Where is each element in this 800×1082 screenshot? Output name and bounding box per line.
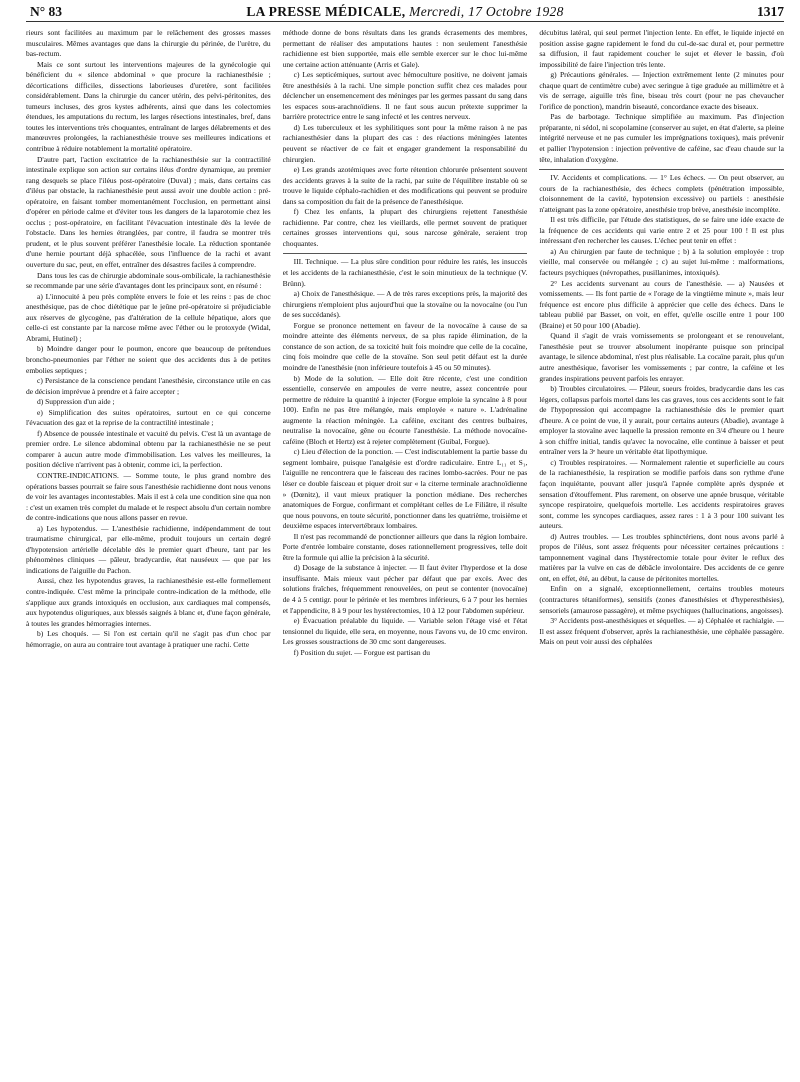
paragraph: c) Lieu d'élection de la ponction. — C'est indiscutablement la partie basse du segment lombaire, puisque l'analgésie est d'ordre radiculaire. Entre L₁₁ et S₁, l'aiguille ne rencontrera que le faisceau des racines lombo-sacrées. Pour ne pas léser ce double faisceau et piquer droit sur « la citerne terminale arachnoïdienne » (Dœnitz), il vaut mieux pratiquer la ponction médiane. Des recherches anatomiques de Forgue, confirmant et complétant celles de Le Filiâtre, il résulte que nous pouvons, en toute sécurité, ponctionner dans les quatrième, troisième et deuxième espaces intervertébraux lombaires. bbox=[282, 447, 528, 531]
section-heading-technique: III. Technique. — La plus sûre condition pour réduire les ratés, les insuccès et les accidents de la rachianesthésie, c'est le soin minutieux de la technique (V. Brünn). bbox=[282, 257, 528, 288]
paragraph: d) Suppression d'un aide ; bbox=[37, 397, 115, 407]
header-rule bbox=[26, 21, 784, 22]
paragraph: b) Mode de la solution. — Elle doit être récente, c'est une condition essentielle, conservée en ampoules de verre neutre, assez concentrée pour permettre de réduire la quantité à injecter (Forgue emploie la syncaïne à 8 pour 100). Enfin ne pas être mélangée, mais employée « nature ». L'adrénaline augmente la réaction méningée. La caféine, excitant des centres bulbaires, neutralise la novocaïne, gêne ou écourte l'anesthésie. La méthode novocaïne-caféine (Bloch et Hertz) est à rejeter complètement (Guibal, Forgue). bbox=[282, 373, 528, 446]
section-divider bbox=[283, 253, 528, 254]
paragraph: d) Autres troubles. — Les troubles sphinctériens, dont nous avons parlé à propos de l'iléus, sont assez fréquents pour nécessiter certaines précautions : tamponnement vaginal dans l'hystérectomie totale pour éviter le reflux des matières par la vulve en cas de débâcle involontaire. Des accidents de ce genre ont, en effet, été, au début, la cause de péritonites mortelles. bbox=[539, 531, 785, 583]
paragraph: 2° Les accidents survenant au cours de l'anesthésie. — a) Nausées et vomissements. — Ils font partie de « l'orage de la vingtième minute », mais leur fréquence est encore plus difficile à apprécier que celle des échecs. Dans le tableau publié par Basset, on voit, en effet, qu'elle oscille entre 1 pour 100 (Braine) et 50 pour 100 (Abadie). bbox=[539, 278, 785, 330]
article-columns bbox=[26, 28, 784, 1076]
journal-title-line bbox=[26, 4, 784, 20]
paragraph: c) Persistance de la conscience pendant l'anesthésie, circonstance utile en cas de décision imprévue à prendre et à faire accepter ; bbox=[26, 376, 271, 396]
paragraph: D'autre part, l'action excitatrice de la rachianesthésie sur la contractilité intestinale explique son action sur certains iléus d'ordre dynamique, au premier rang desquels se place l'iléus post-opératoire (Duval) ; mais, dans certains cas d'iléus par obstacle, la rachianesthésie peut aussi avoir une double action : pré-opératoire, en faisant tomber momentanément l'occlusion, en permettant ainsi d'opérer en période calme et d'éviter tous les dangers de la laparotomie chez les occlus ; post-opératoire, en facilitant l'évacuation intestinale dès la levée de l'obstacle. Dans les hernies étranglées, par contre, il faudra se montrer très prudent, et le plus souvent préférer l'anesthésie locale. La réduction spontanée d'une hernie pourtant déjà sphacélée, sous l'influence de la rachi et avant ouverture du sac, peut, en effet, entraîner des désastres faciles à comprendre. bbox=[26, 154, 271, 270]
page-number: 1317 bbox=[757, 4, 784, 19]
paragraph: Aussi, chez les hypotendus graves, la rachianesthésie est-elle formellement contre-indiquée. C'est même la principale contre-indication de la méthode, elle s'applique aux grands intoxiqués en occlusion, aux cardiaques mal compensés, aux hypotendus oliguriques, aux blessés saignés à blanc et, d'une façon générale, à toutes les grandes hémorragies internes. bbox=[26, 576, 271, 628]
paragraph: b) Moindre danger pour le poumon, encore que beaucoup de prétendues broncho-pneumonies par l'éther ne soient que des accidents dus à de petites embolies septiques ; bbox=[26, 344, 271, 375]
paragraph: c) Troubles respiratoires. — Normalement ralentie et superficielle au cours de la rachianesthésie, la respiration se modifie parfois dans son rythme d'une façon inquiétante, pouvant aller jusqu'à l'apnée complète après dyspnée et sensation d'étouffement. Plus rarement, on observe une apnée brusque, véritable syncope respiratoire, quelquefois mortelle. Les accidents respiratoires graves sont, comme les syncopes cardiaques, assez rares : 1 à 3 pour 100 suivant les auteurs. bbox=[539, 457, 785, 531]
paragraph: décubitus latéral, qui seul permet l'injection lente. En effet, le liquide injecté en position assise gagne rapidement le fond du cul-de-sac dural et, pour permettre sa diffusion, il faut rapidement coucher le sujet et élever le bassin, d'où impossibilité de faire l'injection très lente. bbox=[539, 28, 785, 69]
paragraph: rieurs sont facilitées au maximum par le relâchement des grosses masses musculaires. Mêmes avantages que dans la chirurgie du périnée, de l'urètre, du bas-rectum. bbox=[26, 28, 271, 59]
paragraph: e) Les grands azotémiques avec forte rétention chlorurée présentent souvent des accidents graves à la suite de la rachi, par suite de l'équilibre instable où se trouve le liquide céphalo-rachidien et des modifications qui peuvent se produire dans sa composition du fait de la présence de l'anesthésique. bbox=[282, 165, 528, 206]
paragraph: f) Chez les enfants, la plupart des chirurgiens rejettent l'anesthésie rachidienne. Par contre, chez les vieillards, elle permet souvent de pratiquer certaines grosses interventions qui, sous narcose générale, seraient trop choquantes. bbox=[282, 207, 528, 248]
issue-date: Mercredi, 17 Octobre 1928 bbox=[409, 4, 564, 19]
section-heading-accidents: IV. Accidents et complications. — 1° Les échecs. — On peut observer, au cours de la rachianesthésie, des échecs complets (pénétration impossible, cloisonnement de la cavité, hypotension excessive) ou partiels : anesthésie n'atteignant pas la zone opératoire, anesthésie trop brève, anesthésie incomplète. bbox=[539, 173, 785, 214]
page-header bbox=[26, 4, 784, 22]
paragraph: d) Les tuberculeux et les syphilitiques sont pour la même raison à ne pas rachianesthésier dans la plupart des cas : des réactions méningées latentes peuvent se réactiver de ce fait et engager grandement la responsabilité du chirurgien. bbox=[282, 122, 528, 164]
paragraph: b) Les choqués. — Si l'on est certain qu'il ne s'agit pas d'un choc par hémorragie, on aura au contraire tout avantage à pratiquer une rachi. Cette bbox=[26, 629, 271, 649]
column-left bbox=[26, 28, 271, 1076]
paragraph: f) Position du sujet. — Forgue est partisan du bbox=[293, 647, 430, 657]
column-right bbox=[539, 28, 784, 1076]
paragraph: d) Dosage de la substance à injecter. — Il faut éviter l'hyperdose et la dose insuffisante. Mais mieux vaut pécher par défaut que par excès. Avec des solutions fraîches, fréquemment renouvelées, on peut se contenter (novocaïne) de 4 à 5 centigr. pour le périnée et les membres inférieurs, 6 à 7 pour les hernies et l'appendicite, 8 à 9 pour les hystérectomies, 10 à 12 pour l'abdomen supérieur. bbox=[282, 563, 528, 615]
paragraph: Il est très difficile, par l'étude des statistiques, de se faire une idée exacte de la fréquence de ces accidents qui varie entre 2 et 25 pour 100 ! Il est plus intéressant d'en rechercher les causes. L'échec peut tenir en effet : bbox=[539, 215, 785, 246]
paragraph: 3° Accidents post-anesthésiques et séquelles. — a) Céphalée et rachialgie. — Il est assez fréquent d'observer, après la rachianesthésie, une céphalée passagère. Mais on peut voir aussi des céphalées bbox=[539, 616, 785, 647]
paragraph: g) Précautions générales. — Injection extrêmement lente (2 minutes pour chaque quart de centimètre cube) avec seringue à tige graduée au millimètre et à vis de serrage, aiguille très fine, biseau très court (pour ne pas chevaucher l'orifice de ponction), mandrin biseauté, concordance exacte des biseaux. bbox=[539, 70, 785, 111]
paragraph: Forgue se prononce nettement en faveur de la novocaïne à cause de sa moindre atteinte des éléments nerveux, de sa plus rapide élimination, de la constance de son action, de sa toxicité huit fois moindre que celle de la cocaïne, cinq fois moindre que celle de la stovaïne. Son seul petit défaut est la durée moindre de l'anesthésie (non inférieure toutefois à 45 ou 50 minutes). bbox=[282, 320, 528, 372]
paragraph: f) Absence de poussée intestinale et vacuité du pelvis. C'est là un avantage de premier ordre. Le silence abdominal obtenu par la rachianesthésie ne se peut comparer à aucun autre mode d'immobilisation. Les valves les meilleures, la position déclive n'arrivent pas à obtenir, comme ici, la perfection. bbox=[26, 428, 271, 470]
paragraph: Dans tous les cas de chirurgie abdominale sous-ombilicale, la rachianesthésie se recommande par une série d'avantages dont les principaux sont, en résumé : bbox=[26, 270, 271, 291]
paragraph: a) L'innocuité à peu près complète envers le foie et les reins : pas de choc anesthésique, pas de choc diététique par le jeûne pré-opératoire si préjudiciable aux réserves de glycogène, pas d'altération de la cellule hépatique, alors que celle-ci est constante par la narcose même avec l'éther ou le protoxyde (Widal, Abrami, Hutinel) ; bbox=[26, 291, 271, 343]
paragraph: Il n'est pas recommandé de ponctionner ailleurs que dans la région lombaire. Porte d'entrée lombaire constante, doses rationnellement progressives, telle doit être la formule qui allie la précision à la sécurité. bbox=[282, 531, 528, 562]
paragraph: a) Les hypotendus. — L'anesthésie rachidienne, indépendamment de tout traumatisme chirurgical, par elle-même, produit toujours un certain degré d'hypotension artérielle décelable dès le premier quart d'heure, tant par les phénomènes cliniques — pâleur, bradycardie, état nauséeux — que par les indications de l'aiguille du Pachon. bbox=[26, 523, 271, 575]
issue-number: N° 83 bbox=[30, 4, 63, 19]
paragraph: CONTRE-INDICATIONS. — Somme toute, le plus grand nombre des opérations basses pourrait se faire sous l'anesthésie rachidienne dont nous venons de voir les avantages incontestables. Mais il est à cela une condition sine qua non : c'est un examen très complet du malade et le respect absolu d'un certain nombre de contre-indications que nous allons passer en revue. bbox=[26, 470, 271, 523]
paragraph: a) Choix de l'anesthésique. — A de très rares exceptions près, la majorité des chirurgiens n'emploient plus aujourd'hui que la stovaïne ou la novocaïne (ou l'un de ses succédanés). bbox=[282, 289, 528, 320]
paragraph: Pas de barbotage. Technique simplifiée au maximum. Pas d'injection préparante, ni sédol, ni scopolamine (conserver au sujet, en état d'alerte, sa pleine intégrité nerveuse et ne pas cumuler les imprégnations toxiques), mais prévenir et pallier l'hypotension : injection préventive de caféine, sac d'eau chaude sur la tête, inhalation d'oxygène. bbox=[539, 112, 785, 164]
paragraph: a) Au chirurgien par faute de technique ; b) à la solution employée : trop vieille, mal conservée ou mélangée ; c) au sujet lui-même : malformations, facteurs psychiques (névropathes, pusillanimes, intoxiqués). bbox=[539, 246, 785, 278]
paragraph: b) Troubles circulatoires. — Pâleur, sueurs froides, bradycardie dans les cas légers, collapsus parfois mortel dans les cas graves, tous ces accidents sont le fait de l'hypopression qui accompagne la rachianesthésie dès le premier quart d'heure. A ce point de vue, il y aurait, pour certains auteurs (Abadie), avantage à employer la stovaïne avec laquelle la pression remonte en 3/4 d'heure ou 1 heure à son chiffre initial, tandis qu'avec la novocaïne, elle continue à baisser et peut entraîner vers la 3ᵉ heure un véritable état lipothymique. bbox=[539, 384, 785, 457]
paragraph: c) Les septicémiques, surtout avec hémoculture positive, ne doivent jamais être anesthésiés à la rachi. Une simple ponction suffit chez ces malades pour déclencher un ensemencement des méninges par les germes passant du sang dans les espaces sous-arachnoïdiens. Il ne faut sous aucun prétexte supprimer la barrière protectrice entre le sang infecté et les centres nerveux. bbox=[282, 70, 528, 122]
paragraph: e) Simplification des suites opératoires, surtout en ce qui concerne l'évacuation des gaz et la reprise de la contractilité intestinale ; bbox=[26, 407, 271, 428]
section-divider bbox=[539, 169, 784, 170]
column-middle bbox=[283, 28, 528, 1076]
paragraph: Enfin on a signalé, exceptionnellement, certains troubles moteurs (contractures tétaniformes), sensitifs (zones d'anesthésies et d'hyperesthésies), sensoriels (amaurose passagère), et même psychiques (hallucinations, angoisses). bbox=[539, 584, 785, 615]
paragraph: méthode donne de bons résultats dans les grands écrasements des membres, permettant de réaliser des amputations hautes : non seulement l'anesthésie rachidienne est bien supportée, mais elle semble exercer sur le choc lui-même une certaine action atténuante (Arris et Gale). bbox=[282, 28, 528, 69]
journal-title: LA PRESSE MÉDICALE, bbox=[246, 4, 406, 19]
paragraph: Mais ce sont surtout les interventions majeures de la gynécologie qui bénéficient du « silence abdominal » que procure la rachianesthésie ; décortications difficiles, dissections laborieuses d'uretère, sont facilitées considérablement. Dans la chirurgie du cancer utérin, des pelvi-péritonites, des tumeurs incluses, des gros kystes adhérents, ainsi que dans les colectomies étendues, les amputations du rectum, les larges résections intestinales, bref, dans toutes les interventions très choquantes, entraînant de larges délabrements et des manœuvres prolongées, la rachianesthésie trouve ses meilleures indications et contribue à réduire notablement la mortalité opératoire. bbox=[26, 59, 271, 154]
paragraph: Quand il s'agit de vrais vomissements se prolongeant et se renouvelant, l'anesthésie peut se trouver absolument inopérante puisque son principal avantage, le silence abdominal, n'est plus réalisable. La cocaïne parait, plus qu'un autre anesthésique, favoriser les vomissements ; par contre, la caféine et les grandes inspirations peuvent parfois les enrayer. bbox=[539, 331, 785, 383]
paragraph: e) Évacuation préalable du liquide. — Variable selon l'étage visé et l'état tensionnel du liquide, elle sera, en moyenne, nous l'avons vu, de 10 cmc environ. Les grosses soustractions de 30 cmc sont dangereuses. bbox=[282, 616, 528, 647]
